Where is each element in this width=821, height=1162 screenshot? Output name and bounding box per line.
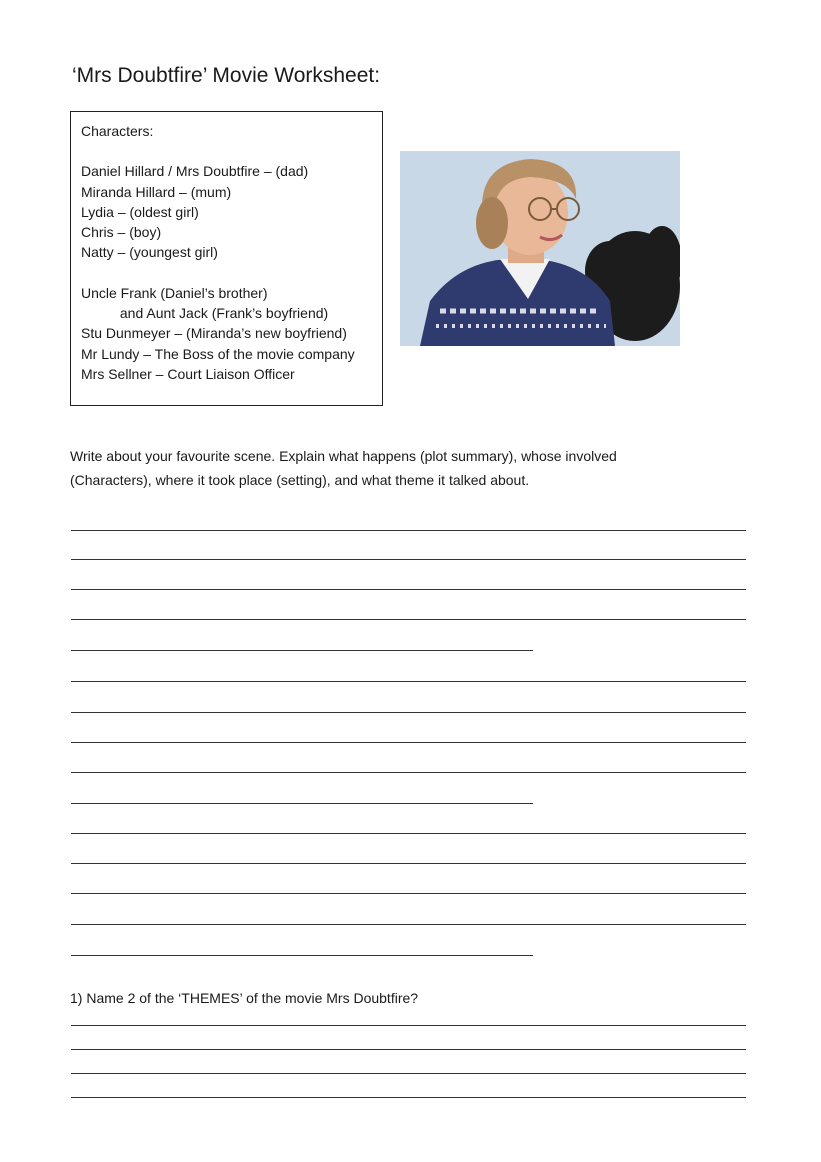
answer-line[interactable] (71, 772, 746, 773)
characters-heading: Characters: (81, 123, 154, 139)
character-line: Miranda Hillard – (mum) (81, 183, 232, 200)
answer-line[interactable] (71, 1097, 746, 1098)
answer-line[interactable] (71, 1073, 746, 1074)
answer-line[interactable] (71, 650, 533, 651)
answer-line[interactable] (71, 530, 746, 531)
characters-box (70, 111, 383, 406)
answer-line[interactable] (71, 1025, 746, 1026)
answer-line[interactable] (71, 712, 746, 713)
answer-line[interactable] (71, 893, 746, 894)
character-line: Mrs Sellner – Court Liaison Officer (81, 365, 295, 382)
character-line: Natty – (youngest girl) (81, 244, 218, 261)
answer-line[interactable] (71, 1049, 746, 1050)
character-line: Daniel Hillard / Mrs Doubtfire – (dad) (81, 163, 309, 180)
prompt-line-2: (Characters), where it took place (setting), and what theme it talked about. (70, 472, 530, 488)
spacer (81, 141, 372, 161)
question-1: 1) Name 2 of the ‘THEMES’ of the movie Mrs Doubtfire? (70, 990, 419, 1006)
answer-line[interactable] (71, 589, 746, 590)
character-line: Stu Dunmeyer – (Miranda’s new boyfriend) (81, 325, 347, 342)
character-line: Uncle Frank (Daniel’s brother) (81, 284, 268, 301)
mrs-doubtfire-photo (400, 151, 680, 346)
answer-line[interactable] (71, 924, 746, 925)
answer-line[interactable] (71, 833, 746, 834)
answer-line[interactable] (71, 803, 533, 804)
answer-line[interactable] (71, 863, 746, 864)
answer-line[interactable] (71, 681, 746, 682)
worksheet-title: ‘Mrs Doubtfire’ Movie Worksheet: (72, 64, 381, 87)
spacer (81, 263, 372, 283)
prompt-line-1: Write about your favourite scene. Explain what happens (plot summary), whose involved (70, 448, 617, 464)
character-line: and Aunt Jack (Frank’s boyfriend) (81, 305, 329, 322)
character-line: Chris – (boy) (81, 224, 162, 241)
answer-line[interactable] (71, 955, 533, 956)
answer-line[interactable] (71, 742, 746, 743)
writing-prompt (70, 444, 710, 492)
character-line: Lydia – (oldest girl) (81, 203, 199, 220)
character-line: Mr Lundy – The Boss of the movie company (81, 345, 355, 362)
answer-line[interactable] (71, 559, 746, 560)
answer-line[interactable] (71, 619, 746, 620)
